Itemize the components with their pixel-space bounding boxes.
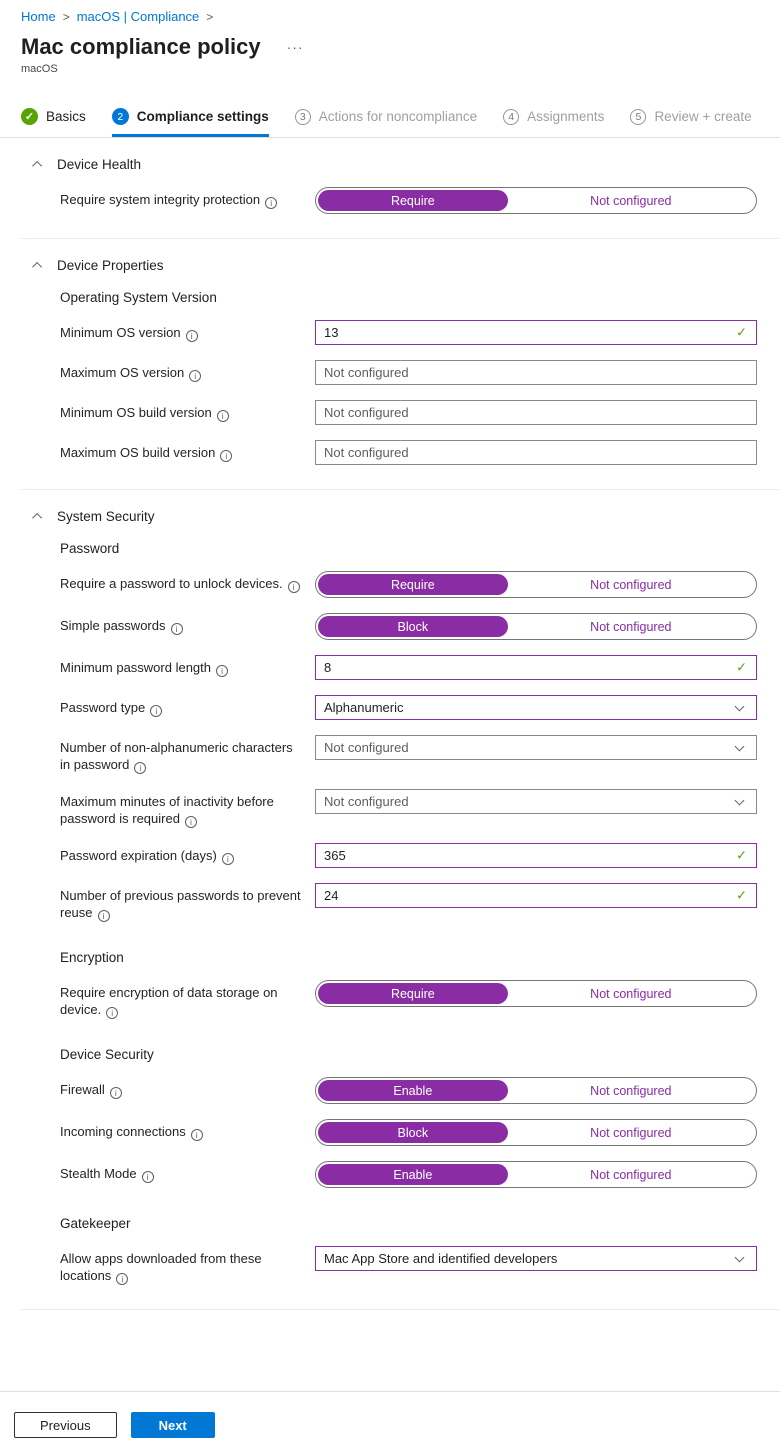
breadcrumb-compliance-link[interactable]: macOS | Compliance — [76, 9, 200, 24]
field-label: Minimum OS build version i — [60, 400, 315, 422]
toggle-option-selected[interactable]: Enable — [318, 1080, 508, 1101]
field-row — [60, 1077, 759, 1104]
minimum-password-length-input[interactable] — [316, 656, 756, 679]
valid-check-icon: ✓ — [736, 659, 747, 675]
section-title: Device Health — [57, 157, 142, 172]
info-icon[interactable]: i — [222, 853, 234, 865]
info-icon[interactable]: i — [265, 197, 277, 209]
minimum-os-build-version-input[interactable] — [316, 401, 756, 424]
password-expiration-field — [315, 843, 757, 868]
page-header — [21, 34, 759, 60]
toggle-option-not-configured[interactable]: Not configured — [590, 1083, 672, 1098]
toggle-option-not-configured[interactable]: Not configured — [590, 193, 672, 208]
info-icon[interactable]: i — [217, 410, 229, 422]
info-icon[interactable]: i — [171, 623, 183, 635]
collapse-chevron-icon — [32, 262, 42, 272]
inactivity-minutes-select[interactable] — [315, 789, 757, 814]
field-row — [60, 1119, 759, 1146]
section-header-device-health[interactable] — [35, 157, 759, 172]
info-icon[interactable]: i — [116, 1273, 128, 1285]
next-button[interactable]: Next — [131, 1412, 215, 1438]
toggle-simple-passwords[interactable] — [315, 613, 757, 640]
group-heading: Password — [60, 541, 120, 556]
field-label: Number of non-alphanumeric characters in password i — [60, 740, 293, 773]
minimum-os-version-input[interactable] — [316, 321, 756, 344]
field-group-encryption — [21, 950, 759, 1019]
field-label: Number of previous passwords to prevent reuse i — [60, 888, 301, 921]
step-review-create[interactable] — [630, 109, 751, 137]
step-label: Actions for noncompliance — [318, 109, 478, 124]
info-icon[interactable]: i — [185, 816, 197, 828]
field-label: Require system integrity protection i — [60, 187, 315, 209]
info-icon[interactable]: i — [191, 1129, 203, 1141]
field-label: Require a password to unlock devices. i — [60, 571, 315, 593]
maximum-os-build-version-field — [315, 440, 757, 465]
info-icon[interactable]: i — [110, 1087, 122, 1099]
section-system-security — [21, 509, 759, 1309]
field-row — [60, 655, 759, 680]
maximum-os-version-input[interactable] — [316, 361, 756, 384]
minimum-password-length-field — [315, 655, 757, 680]
collapse-chevron-icon — [32, 513, 42, 523]
section-header-device-properties[interactable] — [35, 258, 759, 273]
field-label: Firewall i — [60, 1077, 315, 1099]
field-label: Incoming connections i — [60, 1119, 315, 1141]
wizard-steps — [21, 108, 759, 137]
password-type-select[interactable] — [315, 695, 757, 720]
step-assignments[interactable] — [503, 109, 604, 137]
field-row — [60, 400, 759, 425]
step-label: Basics — [46, 109, 86, 124]
field-row — [60, 1246, 759, 1285]
field-label: Require encryption of data storage on device. i — [60, 985, 278, 1018]
step-basics[interactable] — [21, 108, 86, 137]
field-label: Maximum minutes of inactivity before password is required i — [60, 794, 274, 827]
section-device-health — [21, 157, 759, 238]
step-number-badge: 3 — [295, 109, 311, 125]
field-row — [60, 360, 759, 385]
toggle-option-selected[interactable]: Require — [318, 983, 508, 1004]
field-label: Maximum OS build version i — [60, 440, 315, 462]
step-compliance-settings[interactable] — [112, 108, 269, 137]
field-label: Simple passwords i — [60, 613, 315, 635]
field-label: Stealth Mode i — [60, 1161, 315, 1183]
valid-check-icon: ✓ — [736, 887, 747, 903]
info-icon[interactable]: i — [216, 665, 228, 677]
info-icon[interactable]: i — [106, 1007, 118, 1019]
field-row — [60, 980, 759, 1019]
page-title: Mac compliance policy — [21, 34, 261, 59]
toggle-system-integrity-protection[interactable] — [315, 187, 757, 214]
toggle-require-encryption[interactable] — [315, 980, 757, 1007]
toggle-option-not-configured[interactable]: Not configured — [590, 986, 672, 1001]
select-value: Alphanumeric — [324, 700, 404, 715]
toggle-option-selected[interactable]: Block — [318, 616, 508, 637]
field-row — [60, 883, 759, 922]
field-row — [60, 440, 759, 465]
step-actions-for-noncompliance[interactable] — [295, 109, 477, 137]
info-icon[interactable]: i — [150, 705, 162, 717]
page-subtitle: macOS — [21, 63, 58, 75]
field-label: Allow apps downloaded from these locations i — [60, 1251, 262, 1284]
field-group-device-security — [21, 1047, 759, 1188]
field-label: Maximum OS version i — [60, 360, 315, 382]
field-label: Password expiration (days) i — [60, 843, 315, 865]
step-label: Review + create — [654, 109, 752, 124]
group-heading: Gatekeeper — [60, 1216, 131, 1231]
info-icon[interactable]: i — [220, 450, 232, 462]
toggle-option-not-configured[interactable]: Not configured — [590, 1125, 672, 1140]
non-alphanumeric-characters-select[interactable] — [315, 735, 757, 760]
allowed-app-locations-select[interactable] — [315, 1246, 757, 1271]
info-icon[interactable]: i — [98, 910, 110, 922]
field-label: Minimum password length i — [60, 655, 315, 677]
step-label: Assignments — [527, 109, 605, 124]
step-label: Compliance settings — [136, 109, 269, 124]
section-header-system-security[interactable] — [35, 509, 759, 524]
info-icon[interactable]: i — [134, 762, 146, 774]
section-title: Device Properties — [57, 258, 164, 273]
field-row — [60, 735, 759, 774]
info-icon[interactable]: i — [288, 581, 300, 593]
breadcrumb — [21, 0, 759, 24]
chevron-down-icon — [735, 795, 745, 805]
toggle-option-not-configured[interactable]: Not configured — [590, 1167, 672, 1182]
field-row — [60, 843, 759, 868]
more-options-icon[interactable]: ··· — [286, 39, 304, 55]
maximum-os-version-field — [315, 360, 757, 385]
toggle-option-not-configured[interactable]: Not configured — [590, 619, 672, 634]
previous-button[interactable]: Previous — [14, 1412, 117, 1438]
field-group-os-version — [21, 290, 759, 465]
field-row — [60, 1161, 759, 1188]
valid-check-icon: ✓ — [736, 847, 747, 863]
minimum-os-version-field — [315, 320, 757, 345]
toggle-require-password[interactable] — [315, 571, 757, 598]
info-icon[interactable]: i — [186, 330, 198, 342]
previous-passwords-field — [315, 883, 757, 908]
info-icon[interactable]: i — [142, 1171, 154, 1183]
chevron-down-icon — [735, 741, 745, 751]
field-row — [60, 695, 759, 720]
collapse-chevron-icon — [32, 161, 42, 171]
maximum-os-build-version-input[interactable] — [316, 441, 756, 464]
toggle-firewall[interactable] — [315, 1077, 757, 1104]
section-divider — [21, 1309, 780, 1310]
breadcrumb-separator-icon: > — [206, 9, 214, 24]
field-label: Password type i — [60, 695, 315, 717]
wizard-footer — [0, 1391, 780, 1453]
previous-passwords-input[interactable] — [316, 884, 756, 907]
toggle-option-not-configured[interactable]: Not configured — [590, 577, 672, 592]
section-divider — [21, 489, 780, 490]
section-divider — [21, 238, 780, 239]
field-label: Minimum OS version i — [60, 320, 315, 342]
select-value: Not configured — [324, 740, 409, 755]
breadcrumb-home-link[interactable]: Home — [21, 9, 56, 24]
field-group — [21, 187, 759, 214]
toggle-incoming-connections[interactable] — [315, 1119, 757, 1146]
field-row — [60, 613, 759, 640]
chevron-down-icon — [735, 1252, 745, 1262]
select-value: Not configured — [324, 794, 409, 809]
toggle-option-selected[interactable]: Require — [318, 190, 508, 211]
toggle-option-selected[interactable]: Enable — [318, 1164, 508, 1185]
step-number-badge: 2 — [112, 108, 129, 125]
field-row — [60, 571, 759, 598]
tabs-divider — [0, 137, 780, 138]
toggle-stealth-mode[interactable] — [315, 1161, 757, 1188]
select-value: Mac App Store and identified developers — [324, 1251, 558, 1266]
breadcrumb-separator-icon: > — [62, 9, 70, 24]
info-icon[interactable]: i — [189, 370, 201, 382]
chevron-down-icon — [735, 701, 745, 711]
field-group-gatekeeper — [21, 1216, 759, 1285]
minimum-os-build-version-field — [315, 400, 757, 425]
group-heading: Device Security — [60, 1047, 154, 1062]
section-device-properties — [21, 258, 759, 489]
field-group-password — [21, 541, 759, 922]
field-row — [60, 187, 759, 214]
password-expiration-input[interactable] — [316, 844, 756, 867]
section-title: System Security — [57, 509, 155, 524]
toggle-option-selected[interactable]: Require — [318, 574, 508, 595]
field-row — [60, 320, 759, 345]
group-heading: Encryption — [60, 950, 124, 965]
step-done-check-icon: ✓ — [21, 108, 38, 125]
step-number-badge: 4 — [503, 109, 519, 125]
valid-check-icon: ✓ — [736, 324, 747, 340]
group-heading: Operating System Version — [60, 290, 217, 305]
field-row — [60, 789, 759, 828]
toggle-option-selected[interactable]: Block — [318, 1122, 508, 1143]
step-number-badge: 5 — [630, 109, 646, 125]
